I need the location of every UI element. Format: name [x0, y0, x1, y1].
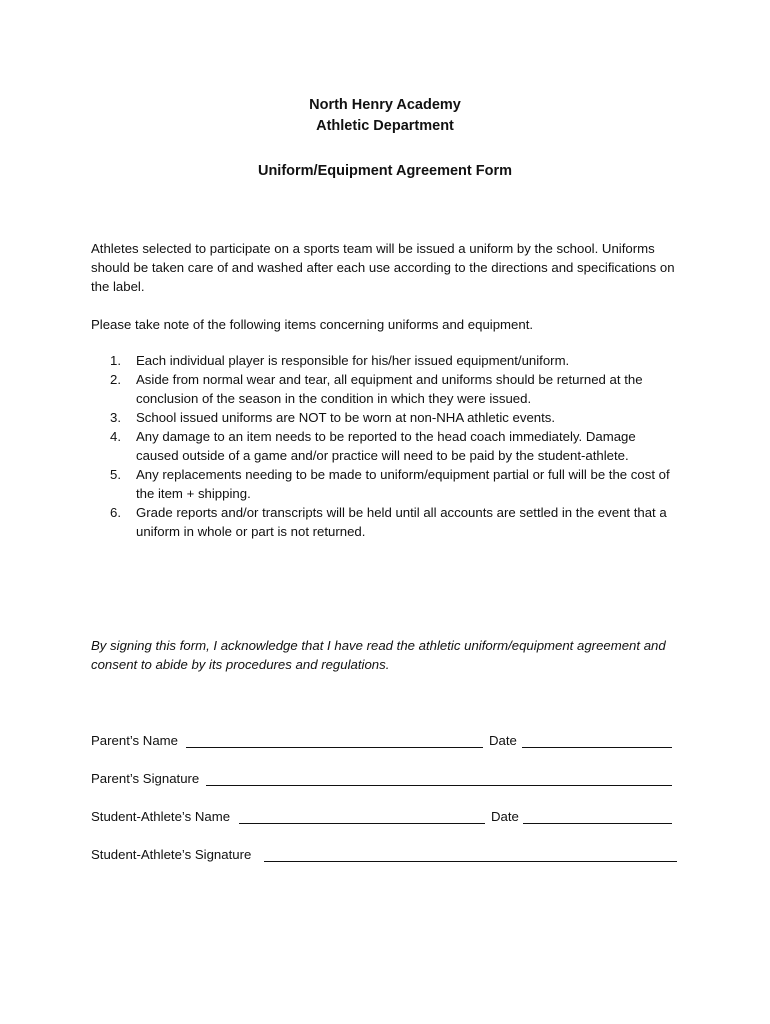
- parent-date-field[interactable]: [522, 747, 672, 748]
- school-name: North Henry Academy: [309, 97, 461, 113]
- rule-number: 3.: [110, 410, 121, 425]
- student-name-row: [91, 807, 681, 827]
- rule-item: [110, 503, 680, 541]
- student-date-label: Date: [491, 809, 519, 824]
- parent-date-label: Date: [489, 733, 517, 748]
- rule-number: 2.: [110, 372, 121, 387]
- rule-item: [110, 408, 680, 427]
- intro-note: Please take note of the following items concerning uniforms and equipment.: [91, 317, 534, 332]
- parent-name-label: Parent’s Name: [91, 733, 178, 748]
- rule-number: 6.: [110, 505, 121, 520]
- student-signature-label: Student-Athlete’s Signature: [91, 847, 252, 862]
- rule-number: 5.: [110, 467, 121, 482]
- rule-number: 4.: [110, 429, 121, 444]
- intro-paragraph: Athletes selected to participate on a sports team will be issued a uniform by the school. Uniforms should be taken care of and washed after each use according to the directions and specifications on the label.: [91, 241, 675, 294]
- parent-signature-row: [91, 769, 681, 789]
- rule-item: [110, 351, 680, 370]
- rule-text: Grade reports and/or transcripts will be held until all accounts are settled in the event that a uniform in whole or part is not returned.: [136, 505, 667, 539]
- rule-item: [110, 427, 680, 465]
- rule-text: Any replacements needing to be made to uniform/equipment partial or full will be the cost of the item + shipping.: [136, 467, 670, 501]
- rule-number: 1.: [110, 353, 121, 368]
- student-signature-field[interactable]: [264, 861, 677, 862]
- acknowledgement-statement: By signing this form, I acknowledge that I have read the athletic uniform/equipment agreement and consent to abide by its procedures and regulations.: [91, 638, 666, 672]
- rule-text: School issued uniforms are NOT to be worn at non-NHA athletic events.: [136, 410, 556, 425]
- form-title: Uniform/Equipment Agreement Form: [257, 163, 513, 179]
- parent-signature-field[interactable]: [206, 785, 672, 786]
- rule-item: [110, 465, 680, 503]
- student-name-field[interactable]: [239, 823, 485, 824]
- student-name-label: Student-Athlete’s Name: [91, 809, 231, 824]
- parent-signature-label: Parent’s Signature: [91, 771, 200, 786]
- rule-text: Any damage to an item needs to be reported to the head coach immediately. Damage caused outside of a game and/or practice will need to be paid by the student-athlete.: [136, 429, 636, 463]
- student-date-field[interactable]: [523, 823, 672, 824]
- parent-name-row: [91, 731, 681, 751]
- rule-text: Each individual player is responsible for his/her issued equipment/uniform.: [136, 353, 570, 368]
- parent-name-field[interactable]: [186, 747, 483, 748]
- department-name: Athletic Department: [316, 118, 454, 134]
- rule-text: Aside from normal wear and tear, all equipment and uniforms should be returned at the conclusion of the season in the condition in which they were issued.: [136, 372, 643, 406]
- rules-list: [110, 351, 680, 541]
- student-signature-row: [91, 845, 681, 865]
- rule-item: [110, 370, 680, 408]
